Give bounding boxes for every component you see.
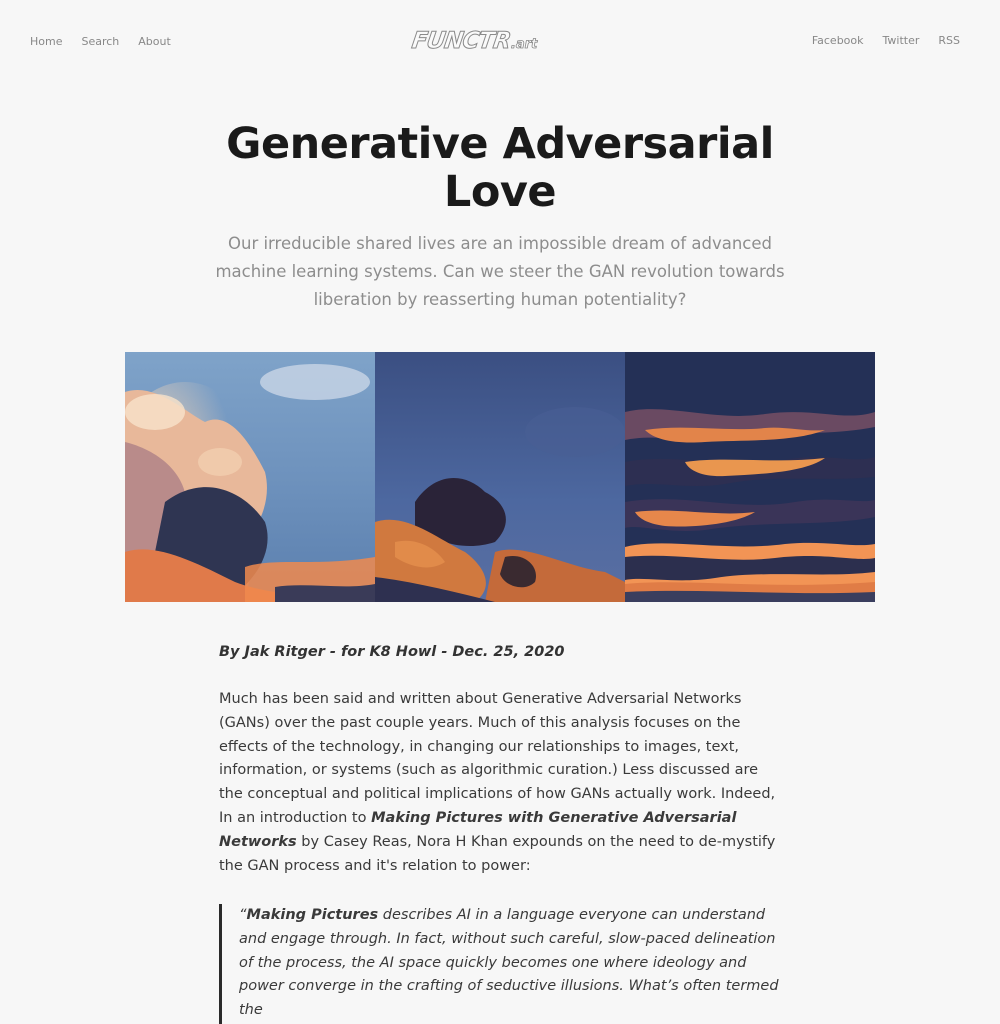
article-blockquote — [219, 904, 784, 1024]
sky-painting-1 — [125, 352, 375, 602]
book-title-link: Making Pictures with Generative Adversarial Networks — [219, 809, 737, 850]
paragraph-text-part1: Much has been said and written about Generative Adversarial Networks (GANs) over the past couple years. Much of this analysis focuses on the effects of the technology, in changing our relationships to images, text, information, or systems (such as algorithmic curation.) Less discussed are the conceptual and political implications of how GANs actually work. Indeed, In an introduction to — [219, 691, 776, 826]
article-subtitle: Our irreducible shared lives are an impossible dream of advanced machine learning systems. Can we steer the GAN revolution towards liberation by reasserting human potentiality? — [215, 234, 785, 309]
article-title: Generative Adversarial Love — [226, 119, 774, 217]
sky-painting-3 — [625, 352, 875, 602]
nav-facebook-link[interactable]: Facebook — [811, 34, 864, 47]
article-intro-paragraph — [219, 688, 779, 878]
logo-wordmark: FUNCTR — [410, 28, 512, 54]
site-header — [0, 0, 1000, 84]
quote-text: describes AI in a language everyone can understand and engage through. In fact, without such careful, slow-paced delineation of the process, the AI space quickly becomes one where ideology and power converge in the crafting of seductive illusions. What’s often termed the — [239, 907, 779, 1019]
nav-rss-link[interactable]: RSS — [938, 34, 960, 47]
article-byline: By Jak Ritger - for K8 Howl - Dec. 25, 2020 — [219, 644, 565, 660]
nav-search-link[interactable]: Search — [81, 35, 120, 48]
site-logo[interactable] — [412, 28, 588, 56]
social-nav — [812, 34, 960, 47]
nav-twitter-link[interactable]: Twitter — [882, 34, 920, 47]
quote-book-title: Making Pictures — [246, 907, 379, 923]
paragraph-text-part2: by Casey Reas, Nora H Khan expounds on the need to de-mystify the GAN process and it's relation to power: — [219, 833, 776, 874]
quote-open-mark: “ — [239, 907, 247, 923]
nav-about-link[interactable]: About — [138, 35, 171, 48]
hero-image-banner — [125, 352, 875, 602]
primary-nav — [30, 35, 171, 48]
sky-painting-2 — [375, 352, 625, 602]
nav-home-link[interactable]: Home — [30, 35, 63, 48]
logo-tld: .art — [510, 37, 538, 52]
